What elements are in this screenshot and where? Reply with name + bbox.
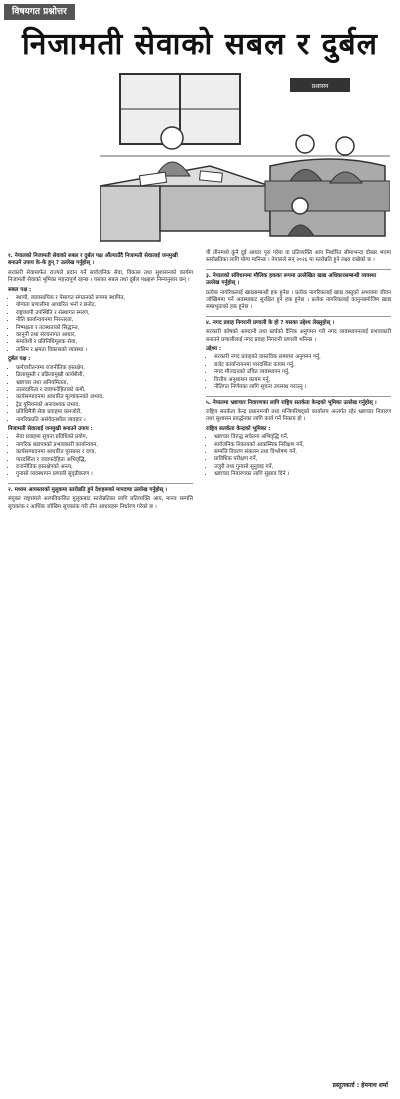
role-list (206, 434, 391, 478)
list-item: • राजनीतिक हस्तक्षेपको अन्त्य, (16, 464, 193, 471)
q2-continued: यी तीनमध्ये कुनै दुई आधार पूरा गरेमा वा प्रतिव्यक्ति आय निर्धारित सीमाभन्दा दोब्बर भएमा स्तरोन्नतिका लागि योग्य मानिन्छ । नेपालले सन् २०२६ मा स्तरोन्नति हुने लक्ष्य राखेको छ । (206, 250, 391, 264)
list-item: • प्रविधिमैत्री सेवा प्रवाहमा कमजोरी, (16, 409, 193, 416)
q1-answer-intro: सरकारी सेवामार्फत राज्यले प्रदान गर्ने सार्वजनिक सेवा, विकास तथा सुशासनको कार्यमा निजामती सेवाको भूमिका महत्त्वपूर्ण रहन्छ । यसका सबल तथा दुर्बल पक्षहरू निम्नानुसार छन् । (8, 269, 193, 284)
strengths-heading: सबल पक्ष : (8, 286, 32, 293)
weaknesses-heading: दुर्बल पक्ष : (8, 356, 31, 363)
strengths-list (8, 295, 193, 354)
list-item: • सरकारी नगद प्रवाहको वास्तविक समयमा अनुगमन गर्नु, (214, 354, 391, 361)
list-item: • भ्रष्टाचार विरुद्ध सचेतना अभिवृद्धि गर्ने, (214, 434, 391, 441)
list-item: • नागरिक बडापत्रको प्रभावकारी कार्यान्वयन, (16, 442, 193, 449)
objectives-heading: उद्देश्य : (206, 346, 222, 353)
list-item: • कार्यसम्पादनमा आधारित पुरस्कार र दण्ड, (16, 449, 193, 456)
list-item: • नगद मौज्दातको उचित व्यवस्थापन गर्नु, (214, 369, 391, 376)
question-5: ५. नेपालमा भ्रष्टाचार निवारणका लागि राष्ट्रिय सतर्कता केन्द्रको भूमिका उल्लेख गर्नुहोस् । (206, 399, 377, 406)
list-item: • निष्पक्षता र तटस्थताको सिद्धान्त, (16, 325, 193, 332)
office-sign: प्रशासन (311, 83, 329, 90)
list-item: • प्राविधिक परीक्षण गर्ने, (214, 456, 391, 463)
measures-list (8, 434, 193, 478)
list-item: • भ्रष्टाचार तथा अनियमितता, (16, 380, 193, 387)
list-item: • कर्मचारीतन्त्रमा राजनीतिक हस्तक्षेप, (16, 365, 193, 372)
office-illustration (100, 66, 390, 246)
question-4: ४. नगद प्रवाह निगरानी प्रणाली के हो ? यसका उद्देश्य लेख्नुहोस् । (206, 319, 335, 326)
list-item: • पारदर्शिता र जवाफदेहिता अभिवृद्धि, (16, 457, 193, 464)
list-item: • उजुरी तथा गुनासो सुनुवाइ गर्ने, (214, 464, 391, 471)
section-tag: विषयगत प्रश्नोत्तर (4, 4, 75, 20)
list-item: • स्थायी, व्यावसायिक र पेसागत संगठनको रूपमा स्थापित, (16, 295, 193, 302)
list-item: • कार्यसम्पादनमा आधारित मूल्यांकनको अभाव, (16, 394, 193, 401)
list-item: • ढिलासुस्ती र प्रक्रियामुखी कार्यशैली, (16, 372, 193, 379)
list-item: • नीतिगत निर्णयका लागि सूचना उपलब्ध गराउनु । (214, 384, 391, 391)
list-item: • सेवा प्रवाहमा सूचना प्रविधिको प्रयोग, (16, 434, 193, 441)
q3-answer: प्रत्येक नागरिकलाई खाद्यसम्बन्धी हक हुनेछ । प्रत्येक नागरिकलाई खाद्य वस्तुको अभावमा जीवन जोखिममा पर्ने अवस्थाबाट सुरक्षित हुने हक हुनेछ । प्रत्येक नागरिकलाई कानुनबमोजिम खाद्य सम्प्रभुताको हक हुनेछ । (206, 289, 391, 311)
weaknesses-list (8, 365, 193, 424)
question-3: ३. नेपालको संविधानमा मौलिक हकका रूपमा उल्लेखित खाद्य अधिकारसम्बन्धी व्यवस्था उल्लेख गर्नुहोस् । (206, 272, 377, 287)
q2-answer: संयुक्त राष्ट्रसंघले अल्पविकसित मुलुकबाट स्तरोन्नतिका लागि प्रतिव्यक्ति आय, मानव सम्पत्ति सूचकांक र आर्थिक जोखिम सूचकांक गरी तीन आधारहरू निर्धारण गरेको छ । (8, 496, 193, 510)
q4-answer: सरकारी कोषको आम्दानी तथा खर्चको दैनिक अनुगमन गरी नगद व्यवस्थापनलाई प्रभावकारी बनाउने प्रणालीलाई नगद प्रवाह निगरानी प्रणाली भनिन्छ । (206, 329, 391, 343)
list-item: • सार्वजनिक निकायको आकस्मिक निरीक्षण गर्ने, (214, 442, 391, 449)
role-heading: राष्ट्रिय सतर्कता केन्द्रको भूमिका : (206, 425, 271, 432)
question-2: २. मध्यम आयस्तरको मुलुकमा स्तरोन्नति हुने देशहरूको मापदण्ड उल्लेख गर्नुहोस् । (8, 486, 168, 493)
list-item: • बजेट कार्यान्वयनमा पारदर्शिता कायम गर्नु, (214, 362, 391, 369)
list-item: • गुनासो व्यवस्थापन प्रणाली सुदृढीकरण । (16, 471, 193, 478)
list-item: • वित्तीय अनुशासन कायम गर्नु, (214, 377, 391, 384)
measures-heading: निजामती सेवालाई जनमुखी बनाउने उपाय : (8, 425, 93, 432)
list-item: • कानुनी तथा संरचनागत आधार, (16, 332, 193, 339)
list-item: • नीति कार्यान्वयनमा निरन्तरता, (16, 317, 193, 324)
list-item: • सम्पत्ति विवरण संकलन तथा विश्लेषण गर्ने, (214, 449, 391, 456)
article-title: निजामती सेवाको सबल र दुर्बल (22, 27, 378, 62)
question-1: १. नेपालको निजामती सेवाको सबल र दुर्बल पक्ष औंल्याउँदै निजामती सेवालाई जनमुखी बनाउने उपाय के-के हुन् ? उल्लेख गर्नुहोस् । (8, 253, 178, 267)
right-column (206, 250, 391, 481)
objectives-list (206, 354, 391, 391)
list-item: • तालिम र क्षमता विकासको व्यवस्था । (16, 347, 193, 354)
list-item: • समावेशी र प्रतिनिधिमूलक सेवा, (16, 339, 193, 346)
list-item: • ट्रेड युनियनको अनावश्यक प्रभाव, (16, 402, 193, 409)
list-item: • राष्ट्रव्यापी उपस्थिति र संस्थागत स्मरण, (16, 310, 193, 317)
q5-answer: राष्ट्रिय सतर्कता केन्द्र प्रधानमन्त्री तथा मन्त्रिपरिषद्को कार्यालय अन्तर्गत रहेर भ्रष्टाचार निवारण तथा सुशासन प्रवर्द्धनका लागि कार्य गर्ने निकाय हो । (206, 408, 391, 423)
author-credit: प्रस्तुतकर्ता : हेमनाथ शर्मा (332, 1082, 388, 1089)
list-item: • नागरिकप्रति असंवेदनशील व्यवहार । (16, 417, 193, 424)
left-column (8, 250, 193, 512)
list-item: • उत्तरदायित्व र जवाफदेहिताको कमी, (16, 387, 193, 394)
list-item: • भ्रष्टाचार निवारणका लागि सुझाव दिने । (214, 471, 391, 478)
list-item: • योग्यता प्रणालीमा आधारित भर्ना र छनोट, (16, 302, 193, 309)
